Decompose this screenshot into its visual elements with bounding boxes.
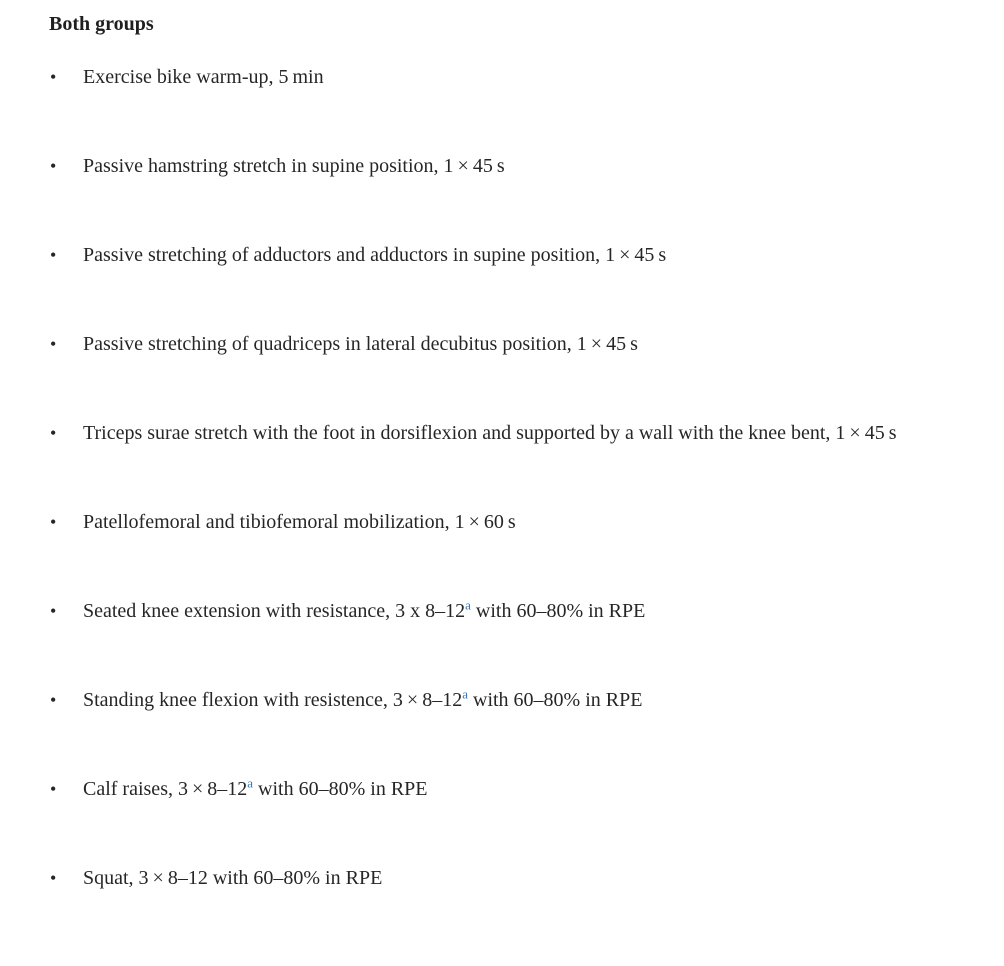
- bullet-icon: •: [50, 690, 57, 710]
- bullet-icon: •: [50, 245, 57, 265]
- list-item-text: Squat, 3 × 8–12 with 60–80% in RPE: [83, 867, 383, 889]
- list-item: [49, 237, 975, 274]
- footnote-superscript: [462, 686, 468, 701]
- list-item: [49, 59, 975, 96]
- list-item-text: Calf raises, 3 × 8–12$^a$ with 60–80% in RPE: [83, 775, 428, 800]
- footnote-link[interactable]: a: [247, 775, 254, 791]
- footnote-superscript: [465, 597, 471, 612]
- footnote-superscript: [247, 775, 253, 790]
- footnote-link[interactable]: a: [462, 686, 468, 702]
- footnote-link[interactable]: a: [465, 597, 471, 613]
- list-item-text: Passive stretching of adductors and adductors in supine position, 1 × 45 s: [83, 244, 667, 266]
- bullet-icon: •: [50, 67, 57, 87]
- list-item: [49, 682, 975, 719]
- bullet-icon: •: [50, 512, 57, 532]
- list-item-text: Exercise bike warm-up, 5 min: [83, 66, 324, 88]
- list-item: [49, 860, 975, 897]
- list-item-text: Passive hamstring stretch in supine position, 1 × 45 s: [83, 155, 505, 177]
- list-item-text: Patellofemoral and tibiofemoral mobilization, 1 × 60 s: [83, 511, 516, 533]
- list-item-text: Passive stretching of quadriceps in lateral decubitus position, 1 × 45 s: [83, 333, 638, 355]
- bullet-icon: •: [50, 601, 57, 621]
- list-item: [49, 415, 975, 452]
- list-item: [49, 504, 975, 541]
- list-item-text: Standing knee flexion with resistence, 3 × 8–12$^a$ with 60–80% in RPE: [83, 686, 643, 711]
- list-item: [49, 148, 975, 185]
- list-item-text: Triceps surae stretch with the foot in dorsiflexion and supported by a wall with the knee bent, 1 × 45 s: [83, 422, 897, 444]
- list-item: [49, 771, 975, 808]
- list-item-text: Seated knee extension with resistance, 3 x 8–12$^a$ with 60–80% in RPE: [83, 597, 646, 622]
- list-item: [49, 326, 975, 363]
- bullet-icon: •: [50, 423, 57, 443]
- bullet-icon: •: [50, 334, 57, 354]
- bullet-icon: •: [50, 156, 57, 176]
- section-heading: Both groups: [49, 13, 154, 35]
- bullet-icon: •: [50, 779, 57, 799]
- exercise-list: [49, 59, 976, 897]
- list-item: [49, 593, 975, 630]
- bullet-icon: •: [50, 868, 57, 888]
